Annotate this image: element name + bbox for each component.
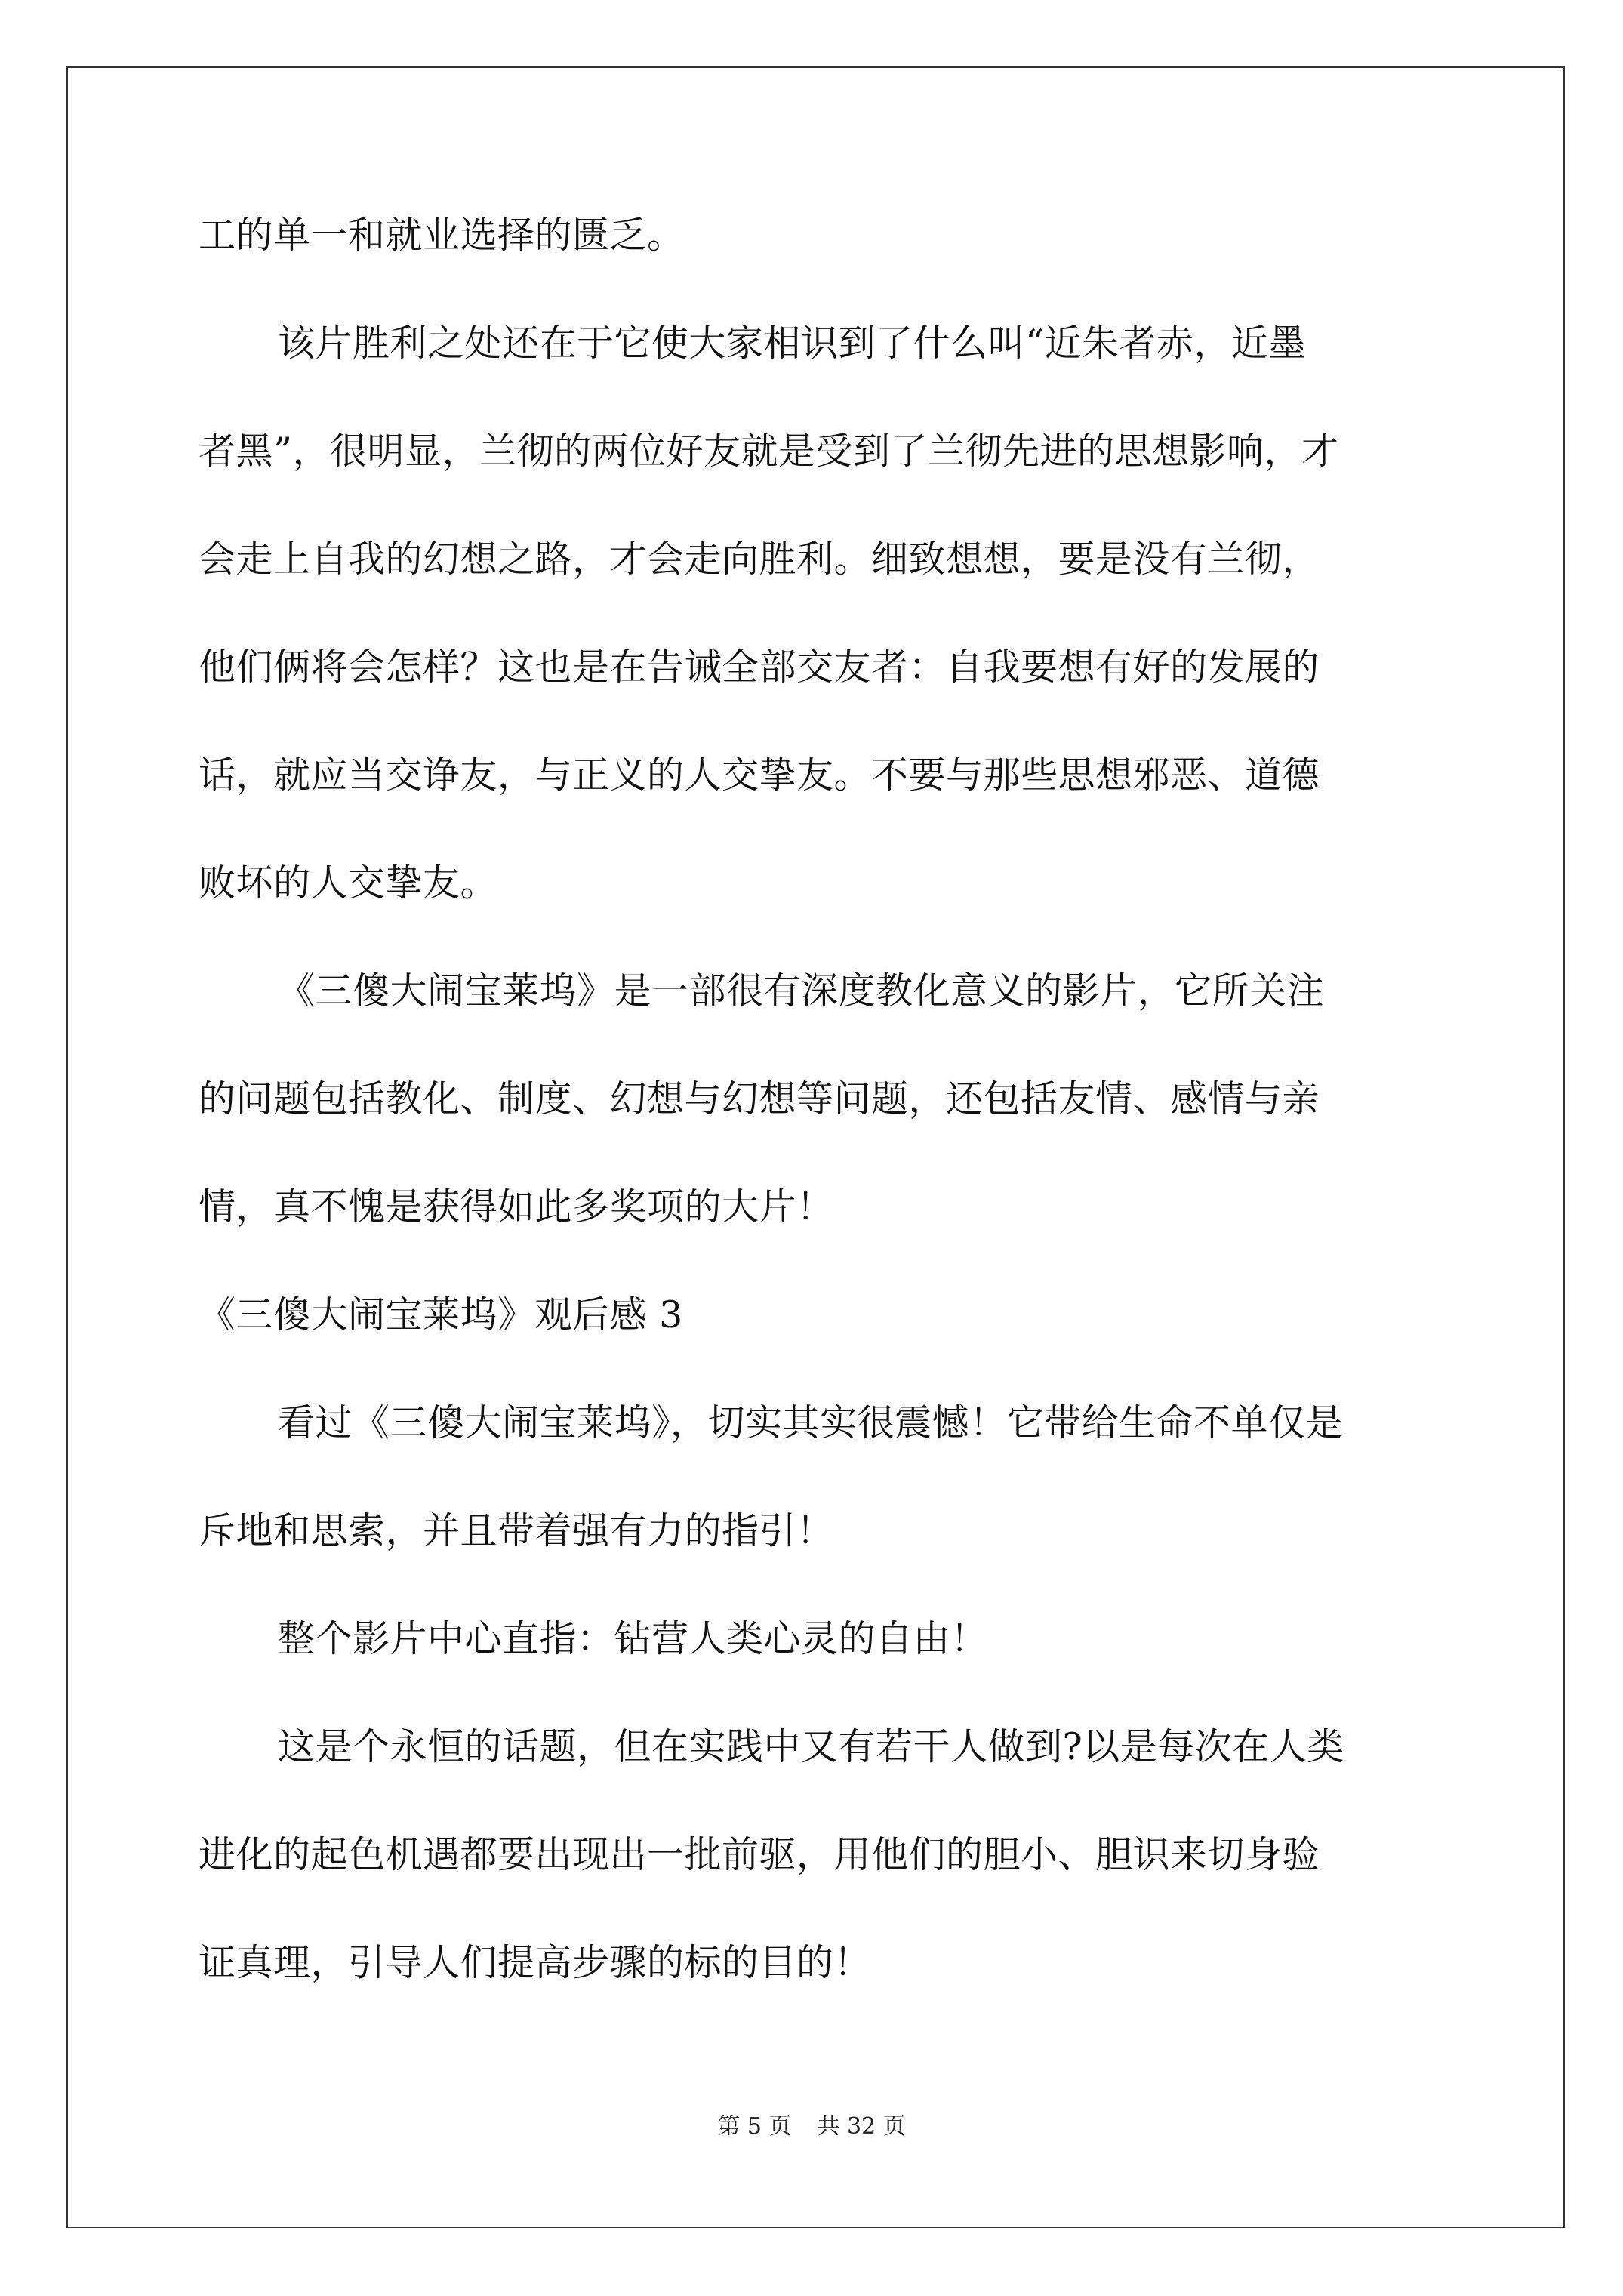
page-number: 第 5 页 bbox=[717, 2113, 792, 2140]
text-line: 话，就应当交诤友，与正义的人交挚友。不要与那些思想邪恶、道德 bbox=[199, 754, 1320, 797]
paragraph-start-line: 看过《三傻大闹宝莱坞》，切实其实很震憾！它带给生命不单仅是 bbox=[278, 1401, 1344, 1444]
text-line: 者黑”，很明显，兰彻的两位好友就是受到了兰彻先进的思想影响，才 bbox=[199, 430, 1339, 473]
paragraph-start-line: 整个影片中心直指：钻营人类心灵的自由！ bbox=[278, 1617, 988, 1660]
text-line: 的问题包括教化、制度、幻想与幻想等问题，还包括友情、感情与亲 bbox=[199, 1077, 1320, 1120]
paragraph-start-line: 《三傻大闹宝莱坞》是一部很有深度教化意义的影片，它所关注 bbox=[278, 969, 1325, 1012]
paragraph-start-line: 该片胜利之处还在于它使大家相识到了什么叫“近朱者赤，近墨 bbox=[278, 322, 1307, 365]
text-line: 他们俩将会怎样？这也是在告诫全部交友者：自我要想有好的发展的 bbox=[199, 646, 1320, 689]
text-line: 会走上自我的幻想之路，才会走向胜利。细致想想，要是没有兰彻， bbox=[199, 538, 1320, 581]
text-line: 进化的起色机遇都要出现出一批前驱，用他们的胆小、胆识来切身验 bbox=[199, 1833, 1320, 1876]
text-line: 情，真不愧是获得如此多奖项的大片！ bbox=[199, 1185, 834, 1228]
text-line: 证真理，引导人们提高步骤的标的目的！ bbox=[199, 1941, 872, 1984]
page-footer bbox=[0, 2112, 1623, 2142]
page-total: 共 32 页 bbox=[817, 2113, 906, 2140]
paragraph-start-line: 这是个永恒的话题，但在实践中又有若干人做到?以是每次在人类 bbox=[278, 1725, 1344, 1768]
text-line: 斥地和思索，并且带着强有力的指引！ bbox=[199, 1509, 834, 1552]
text-line: 工的单一和就业选择的匮乏。 bbox=[199, 214, 685, 257]
page-border bbox=[66, 66, 1565, 2228]
section-heading: 《三傻大闹宝莱坞》观后感 3 bbox=[199, 1293, 683, 1336]
text-line: 败坏的人交挚友。 bbox=[199, 861, 498, 905]
